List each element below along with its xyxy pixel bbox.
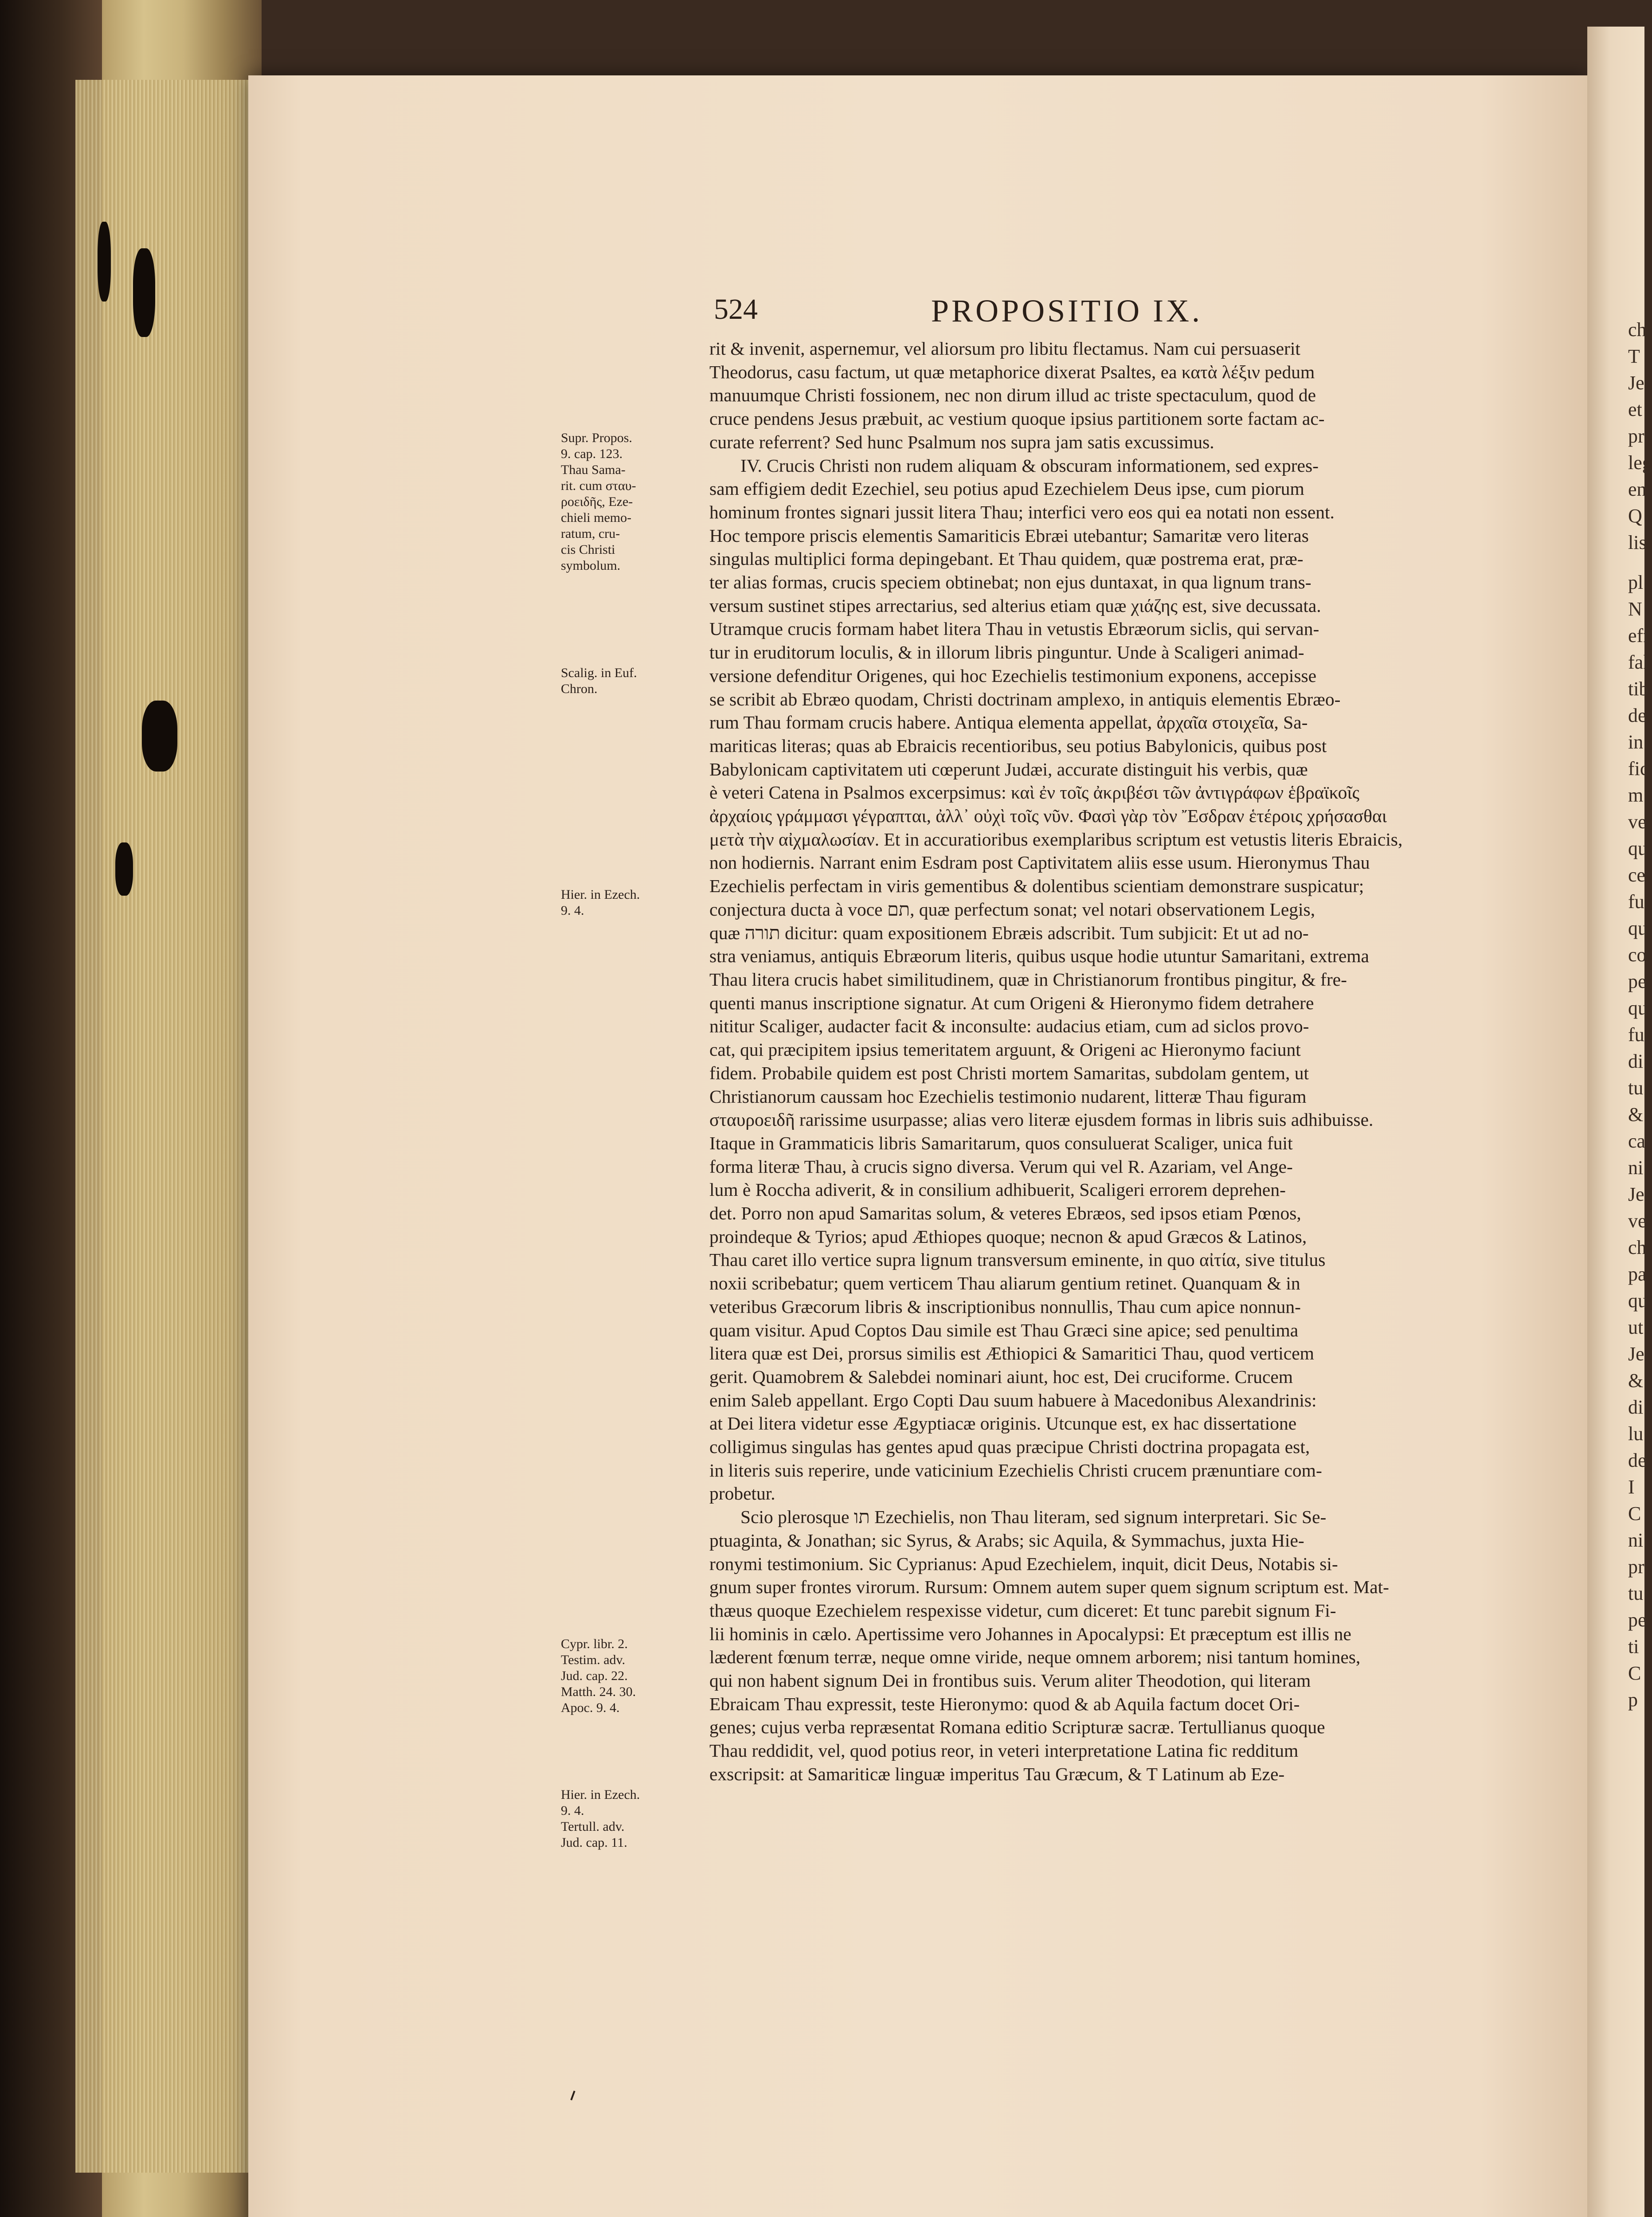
adjacent-page-fragment: &: [1628, 1104, 1644, 1125]
margin-note-line: ροειδῆς, Eze-: [561, 494, 633, 509]
text-line: stra veniamus, antiquis Ebræorum literis, quibus usque hodie utuntur Samaritani, extrema: [709, 946, 1369, 967]
margin-note-line: ratum, cru-: [561, 526, 620, 541]
text-line: tur in eruditorum loculis, & in illorum libris pinguntur. Unde à Scaligeri animad-: [709, 642, 1304, 663]
text-line: Babylonicam captivitatem uti cœperunt Judæi, accurate distinguit his verbis, quæ: [709, 759, 1308, 779]
adjacent-page-fragment: tib: [1628, 678, 1649, 700]
text-line: quam visitur. Apud Coptos Dau simile est Thau Græci sine apice; sed penultima: [709, 1320, 1299, 1340]
adjacent-page-fragment: p: [1628, 1689, 1638, 1711]
text-line: quæ תורה dicitur: quam expositionem Ebræis adscribit. Tum subjicit: Et ut ad no-: [709, 922, 1309, 943]
gilt-page-edges: [75, 80, 253, 2173]
margin-note-line: chieli memo-: [561, 510, 632, 525]
text-line: genes; cujus verba repræsentat Romana editio Scripturæ sacræ. Tertullianus quoque: [709, 1717, 1325, 1738]
ink-stain: [115, 842, 133, 896]
adjacent-page-fragment: lis: [1628, 532, 1647, 553]
text-line: Thau caret illo vertice supra lignum transversum eminente, in quo αἰτία, sive titulus: [709, 1250, 1326, 1270]
text-line: lum è Roccha adiverit, & in consilium adhibuerit, Scaligeri errorem deprehen-: [709, 1179, 1286, 1200]
text-line: Ebraicam Thau expressit, teste Hieronymo: quod & ab Aquila factum docet Ori-: [709, 1693, 1300, 1714]
adjacent-page-fragment: de: [1628, 705, 1647, 726]
ink-stain: [133, 248, 155, 337]
text-line: Christianorum caussam hoc Ezechielis testimonio nudarent, litteræ Thau figuram: [709, 1086, 1307, 1107]
text-line: ἀρχαίοις γράμμασι γέγραπται, ἀλλ᾽ οὐχὶ τοῖς νῦν. Φασὶ γὰρ τὸν Ἔσδραν ἑτέροις χρήσασθαι: [709, 806, 1387, 826]
margin-note-line: Tertull. adv.: [561, 1819, 625, 1834]
text-line: Thau reddidit, vel, quod potius reor, in veteri interpretatione Latina fic redditum: [709, 1740, 1299, 1761]
margin-note-line: Jud. cap. 22.: [561, 1669, 628, 1683]
margin-note-line: Hier. in Ezech.: [561, 1787, 640, 1802]
adjacent-page-fragment: ut: [1628, 1316, 1644, 1338]
margin-note-line: Scalig. in Euf.: [561, 666, 637, 680]
adjacent-page-fragment: pr: [1628, 1556, 1644, 1578]
adjacent-page-fragment: qu: [1628, 997, 1648, 1019]
adjacent-page-fragment: et: [1628, 399, 1642, 420]
text-line: Hoc tempore priscis elementis Samariticis Ebræi utebantur; Samaritæ vero literas: [709, 525, 1309, 546]
adjacent-page-fragment: in: [1628, 731, 1644, 753]
text-line: enim Saleb appellant. Ergo Copti Dau suum habuere à Macedonibus Alexandrinis:: [709, 1390, 1317, 1410]
margin-note-line: Testim. adv.: [561, 1653, 626, 1667]
adjacent-page-fragment: Je: [1628, 372, 1644, 394]
adjacent-page-fragment: tu: [1628, 1077, 1644, 1099]
text-line: è veteri Catena in Psalmos excerpsimus: καὶ ἐν τοῖς ἀκριβέσι τῶν ἀντιγράφων ἑβραϊκοῖς: [709, 782, 1359, 803]
margin-note-line: Apoc. 9. 4.: [561, 1700, 620, 1715]
adjacent-page-fragment: di: [1628, 1050, 1644, 1072]
text-line: rum Thau formam crucis habere. Antiqua elementa appellat, ἀρχαῖα στοιχεῖα, Sa-: [709, 712, 1308, 733]
text-line: proindeque & Tyrios; apud Æthiopes quoque; necnon & apud Græcos & Latinos,: [709, 1226, 1307, 1247]
text-line: litera quæ est Dei, prorsus similis est Æthiopici & Samaritici Thau, quod verticem: [709, 1343, 1314, 1364]
margin-note: [561, 430, 694, 574]
adjacent-page-fragment: qu: [1628, 838, 1648, 859]
text-line: curate referrent? Sed hunc Psalmum nos supra jam satis excussimus.: [709, 431, 1214, 452]
text-line: det. Porro non apud Samaritas solum, & veteres Ebræos, sed ipsos etiam Pœnos,: [709, 1203, 1301, 1224]
page-number: 524: [714, 293, 758, 325]
text-line: rit & invenit, aspernemur, vel aliorsum pro libitu flectamus. Nam cui persuaserit: [709, 338, 1300, 359]
text-line: versione defenditur Origenes, qui hoc Ezechielis testimonium exponens, accepisse: [709, 665, 1317, 686]
adjacent-page-fragment: ni: [1628, 1529, 1644, 1551]
adjacent-page-fragment: pr: [1628, 425, 1644, 447]
margin-note-line: 9. 4.: [561, 1803, 584, 1818]
adjacent-page-fragment: pe: [1628, 1609, 1647, 1631]
adjacent-page-fragment: en: [1628, 478, 1647, 500]
text-line: thæus quoque Ezechielem respexisse videtur, cum diceret: Et tunc parebit signum Fi-: [709, 1600, 1336, 1621]
text-line: ptuaginta, & Jonathan; sic Syrus, & Arabs; sic Aquila, & Symmachus, juxta Hie-: [709, 1530, 1304, 1551]
text-line: manuumque Christi fossionem, nec non dirum illud ac triste spectaculum, quod de: [709, 385, 1316, 406]
adjacent-page-fragment: leg: [1628, 452, 1652, 474]
margin-note-line: 9. cap. 123.: [561, 447, 623, 461]
margin-note-line: symbolum.: [561, 558, 621, 573]
adjacent-page-fragment: ti: [1628, 1636, 1639, 1657]
text-line: mariticas literas; quas ab Ebraicis recentioribus, seu potius Babylonicis, quibus post: [709, 735, 1327, 756]
ink-stain: [142, 701, 177, 772]
text-line: gerit. Quamobrem & Salebdei nominari aiunt, hoc est, Dei cruciforme. Crucem: [709, 1366, 1293, 1387]
text-line: versum sustinet stipes arrectarius, sed alterius etiam quæ χιάζης est, sive decussata.: [709, 595, 1321, 616]
margin-note-line: cis Christi: [561, 542, 615, 557]
margin-note: [561, 1787, 694, 1851]
adjacent-page-fragment: ve: [1628, 811, 1647, 833]
text-line: se scribit ab Ebræo quodam, Christi doctrinam amplexo, in antiquis elementis Ebræo-: [709, 689, 1341, 709]
adjacent-page-fragment: T: [1628, 345, 1640, 367]
adjacent-page-fragment: C: [1628, 1662, 1641, 1684]
text-line: at Dei litera videtur esse Ægyptiacæ originis. Utcunque est, ex hac dissertatione: [709, 1413, 1297, 1434]
text-line: non hodiernis. Narrant enim Esdram post Captivitatem aliis esse usum. Hieronymus Thau: [709, 852, 1370, 873]
adjacent-page-fragment: m: [1628, 784, 1644, 806]
text-line: cruce pendens Jesus præbuit, ac vestium quoque ipsius partitionem sorte factam ac-: [709, 408, 1325, 429]
text-line: μετὰ τὴν αἰχμαλωσίαν. Et in accuratioribus exemplaribus scriptum est vetustis literis Ebraicis,: [709, 829, 1403, 850]
text-line: lii hominis in cælo. Apertissime vero Johannes in Apocalypsi: Et præceptum est illis ne: [709, 1623, 1351, 1644]
text-line: Thau litera crucis habet similitudinem, quæ in Christianorum frontibus pingitur, & fre-: [709, 969, 1347, 990]
adjacent-page-fragment: pl: [1628, 572, 1644, 593]
adjacent-page: [1587, 27, 1652, 2217]
body-text: [709, 337, 1512, 1786]
text-line: noxii scribebatur; quem verticem Thau aliarum gentium retinet. Quanquam & in: [709, 1273, 1300, 1294]
text-line: ronymi testimonium. Sic Cyprianus: Apud Ezechielem, inquit, dicit Deus, Notabis si-: [709, 1553, 1338, 1574]
margin-note-line: 9. 4.: [561, 903, 584, 918]
adjacent-page-fragment: pe: [1628, 971, 1647, 992]
adjacent-page-fragment: ni: [1628, 1157, 1644, 1179]
adjacent-page-fragment: de: [1628, 1449, 1647, 1471]
adjacent-page-fragment: qu: [1628, 917, 1648, 939]
text-line: ter alias formas, crucis speciem obtinebat; non ejus duntaxat, in qua lignum trans-: [709, 572, 1311, 593]
adjacent-page-fragment: fic: [1628, 758, 1649, 779]
text-line: qui non habent signum Dei in frontibus suis. Verum aliter Theodotion, qui literam: [709, 1670, 1311, 1691]
text-line: singulas multiplici forma depingebant. Et Thau quidem, quæ postrema erat, præ-: [709, 548, 1304, 569]
margin-note-line: Matth. 24. 30.: [561, 1684, 636, 1699]
margin-note: [561, 1636, 694, 1716]
text-line: hominum frontes signari jussit litera Thau; interfici vero eos qui ea notati non essent.: [709, 501, 1335, 522]
text-line: sam effigiem dedit Ezechiel, seu potius apud Ezechielem Deus ipse, cum piorum: [709, 478, 1304, 499]
adjacent-page-fragment: C: [1628, 1503, 1641, 1524]
margin-note: [561, 887, 694, 919]
adjacent-page-fragment: Je: [1628, 1183, 1644, 1205]
adjacent-page-fragment: tu: [1628, 1582, 1644, 1604]
text-line: Itaque in Grammaticis libris Samaritarum, quos consuluerat Scaliger, unica fuit: [709, 1132, 1293, 1153]
running-head-title: PROPOSITIO IX.: [931, 293, 1203, 329]
adjacent-page-fragment: fal: [1628, 651, 1649, 673]
text-line: Utramque crucis formam habet litera Thau in vetustis Ebræorum siclis, qui servan-: [709, 619, 1319, 639]
text-line: gnum super frontes virorum. Rursum: Omnem autem super quem signum scriptum est. Mat-: [709, 1577, 1389, 1598]
adjacent-page-fragment: N: [1628, 598, 1642, 620]
margin-note-line: Chron.: [561, 682, 598, 696]
ink-stain: [98, 222, 111, 302]
margin-note-line: Jud. cap. 11.: [561, 1835, 627, 1850]
text-line: forma literæ Thau, à crucis signo diversa. Verum qui vel R. Azariam, vel Ange-: [709, 1156, 1293, 1177]
adjacent-page-fragment: ce: [1628, 864, 1646, 886]
text-line: colligimus singulas has gentes apud quas præcipue Christi doctrina propagata est,: [709, 1437, 1310, 1457]
margin-note-line: Hier. in Ezech.: [561, 887, 640, 902]
text-line: Theodorus, casu factum, ut quæ metaphorice dixerat Psaltes, ea κατὰ λέξιν pedum: [709, 361, 1315, 382]
adjacent-page-fragment: ca: [1628, 1130, 1646, 1152]
text-line: læderent fœnum terræ, neque omne viride, neque omnem arborem; nisi tantum homines,: [709, 1647, 1361, 1668]
text-line: veteribus Græcorum libris & inscriptionibus nonnullis, Thau cum apice nonnun-: [709, 1296, 1301, 1317]
adjacent-page-fragment: I: [1628, 1476, 1635, 1498]
text-line: σταυροειδῆ rarissime usurpasse; alias vero literæ ejusdem formas in libris suis adhibuisse.: [709, 1109, 1374, 1130]
margin-note-line: Supr. Propos.: [561, 431, 632, 445]
text-line: probetur.: [709, 1483, 775, 1504]
adjacent-page-fragment: ch: [1628, 1237, 1647, 1258]
text-line: Ezechielis perfectam in viris gementibus & dolentibus scientiam demonstrare suspicatur;: [709, 876, 1364, 897]
adjacent-page-fragment: co: [1628, 944, 1647, 966]
text-line: nititur Scaliger, audacter facit & inconsulte: audacius etiam, cum ad siclos provo-: [709, 1016, 1309, 1037]
margin-note: [561, 665, 694, 697]
text-line: exscripsit: at Samariticæ linguæ imperitus Tau Græcum, & T Latinum ab Eze-: [709, 1763, 1285, 1784]
margin-note-line: Cypr. libr. 2.: [561, 1637, 628, 1651]
text-line: fidem. Probabile quidem est post Christi mortem Samaritas, subdolam gentem, ut: [709, 1062, 1309, 1083]
adjacent-page-fragment: eff: [1628, 625, 1650, 646]
adjacent-page-fragment: Je: [1628, 1343, 1644, 1365]
adjacent-page-fragment: ch: [1628, 319, 1647, 341]
text-line: conjectura ducta à voce תם, quæ perfectum sonat; vel notari observationem Legis,: [709, 899, 1315, 920]
adjacent-page-fragment: fu: [1628, 891, 1644, 913]
book-fore-edge: [0, 0, 262, 2217]
adjacent-page-fragment: pa: [1628, 1263, 1647, 1285]
adjacent-page-fragment: lu: [1628, 1423, 1644, 1445]
text-line: Scio plerosque תו Ezechielis, non Thau literam, sed signum interpretari. Sic Se-: [740, 1507, 1327, 1528]
adjacent-page-fragment: di: [1628, 1396, 1644, 1418]
adjacent-page-fragment: qu: [1628, 1290, 1648, 1312]
adjacent-page-fragment: &: [1628, 1370, 1644, 1391]
margin-note-line: rit. cum σταυ-: [561, 478, 636, 493]
text-line: in literis suis reperire, unde vaticinium Ezechielis Christi crucem prænuntiare com-: [709, 1460, 1322, 1481]
adjacent-page-fragment: Q: [1628, 505, 1642, 527]
margin-note-line: Thau Sama-: [561, 462, 626, 477]
text-line: cat, qui præcipitem ipsius temeritatem arguunt, & Origeni ac Hieronymo faciunt: [709, 1039, 1301, 1060]
adjacent-page-fragment: fu: [1628, 1024, 1644, 1046]
text-line: quenti manus inscriptione signatur. At cum Origeni & Hieronymo fidem detrahere: [709, 992, 1314, 1013]
text-line: IV. Crucis Christi non rudem aliquam & obscuram informationem, sed expres-: [740, 455, 1319, 476]
adjacent-page-fragment: ve: [1628, 1210, 1647, 1232]
